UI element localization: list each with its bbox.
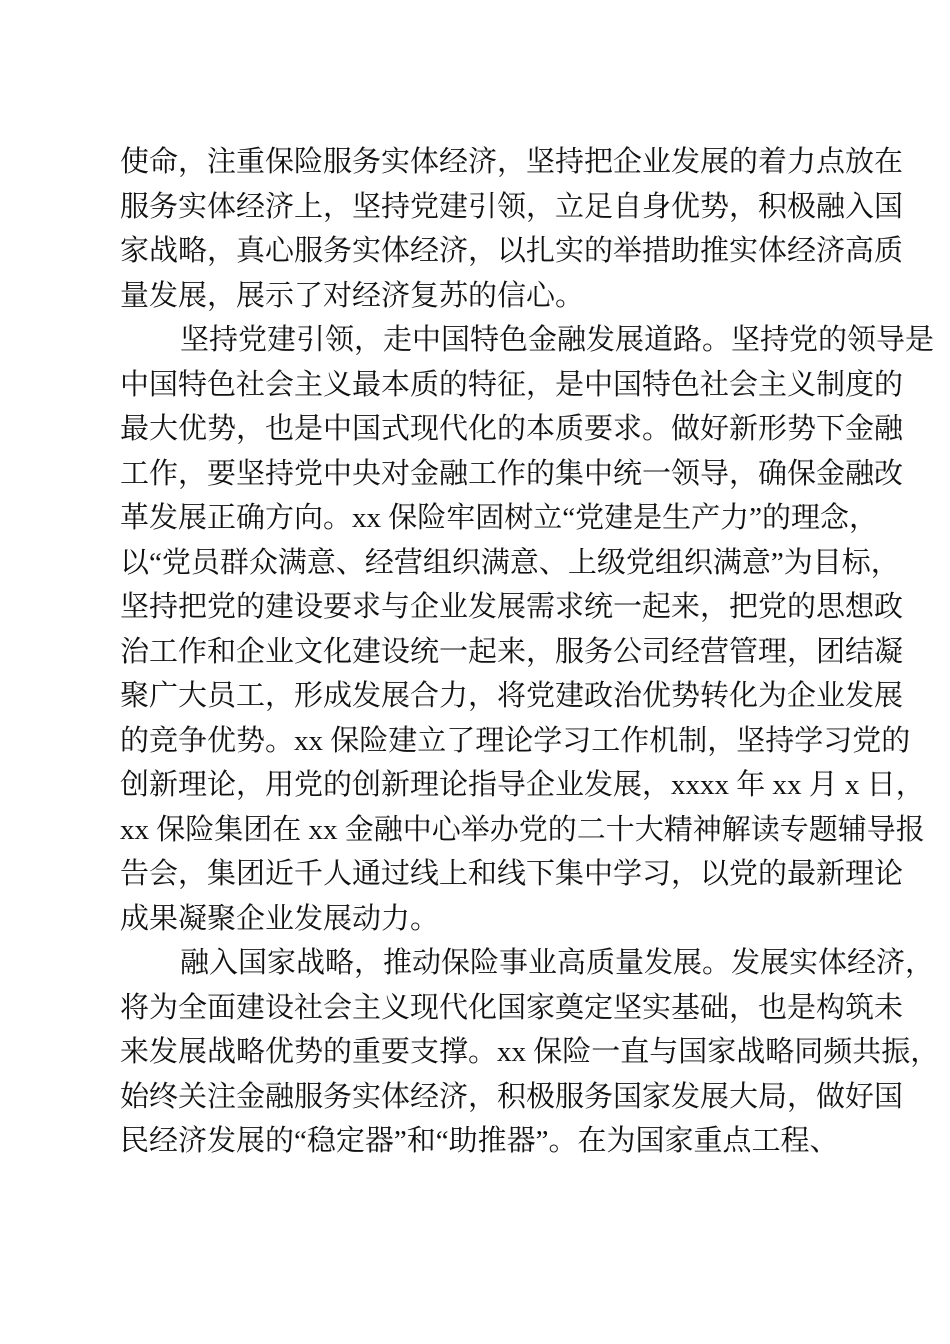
text-line: 的竞争优势。xx 保险建立了理论学习工作机制，坚持学习党的 [120, 724, 911, 757]
text-line: 创新理论，用党的创新理论指导企业发展，xxxx 年 xx 月 x 日， [120, 769, 925, 801]
text-line: 聚广大员工，形成发展合力，将党建政治优势转化为企业发展 [120, 680, 904, 712]
text-line: 民经济发展的“稳定器”和“助推器”。在为国家重点工程、 [120, 1125, 839, 1157]
text-line: 将为全面建设社会主义现代化国家奠定坚实基础，也是构筑未 [120, 991, 904, 1024]
text-line: 量发展，展示了对经济复苏的信心。 [120, 279, 585, 312]
text-line: 告会，集团近千人通过线上和线下集中学习，以党的最新理论 [120, 858, 904, 890]
text-line: 来发展战略优势的重要支撑。xx 保险一直与国家战略同频共振， [120, 1036, 940, 1068]
text-line: 成果凝聚企业发展动力。 [120, 902, 440, 935]
document-body [120, 140, 940, 1164]
text-line: 革发展正确方向。xx 保险牢固树立“党建是生产力”的理念， [120, 502, 878, 534]
text-line: 以“党员群众满意、经营组织满意、上级党组织满意”为目标， [120, 546, 900, 579]
paragraph [120, 941, 940, 1164]
text-line: 始终关注金融服务实体经济，积极服务国家发展大局，做好国 [120, 1080, 904, 1113]
paragraph [120, 140, 904, 318]
text-line: 工作，要坚持党中央对金融工作的集中统一领导，确保金融改 [120, 457, 904, 490]
text-line: xx 保险集团在 xx 金融中心举办党的二十大精神解读专题辅导报 [120, 813, 925, 846]
paragraph [120, 318, 935, 941]
text-line: 治工作和企业文化建设统一起来，服务公司经营管理，团结凝 [120, 635, 904, 668]
text-line: 坚持党建引领，走中国特色金融发展道路。坚持党的领导是 [180, 324, 935, 356]
text-line: 中国特色社会主义最本质的特征，是中国特色社会主义制度的 [120, 368, 904, 401]
text-line: 坚持把党的建设要求与企业发展需求统一起来，把党的思想政 [120, 591, 904, 623]
text-line: 使命，注重保险服务实体经济，坚持把企业发展的着力点放在 [120, 146, 904, 178]
text-line: 家战略，真心服务实体经济，以扎实的举措助推实体经济高质 [120, 235, 904, 267]
text-line: 融入国家战略，推动保险事业高质量发展。发展实体经济， [180, 947, 935, 979]
text-line: 最大优势，也是中国式现代化的本质要求。做好新形势下金融 [120, 413, 904, 445]
text-line: 服务实体经济上，坚持党建引领，立足自身优势，积极融入国 [120, 190, 904, 223]
